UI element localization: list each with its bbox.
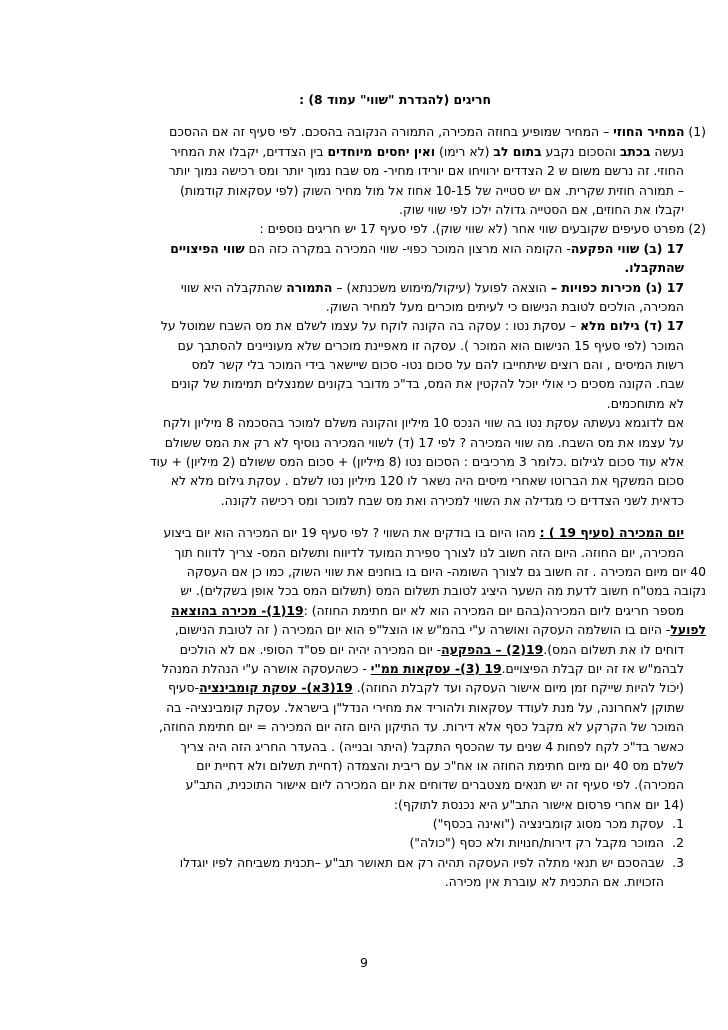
p2-item-d-line-4: שבח. הקונה מסכים כי אולי יוכל להקטין את המס, בד"כ מדובר בקונים שמנצלים תמימות של קונים (171, 376, 684, 392)
text-run: – עסקת נטו : עסקה בה הקונה לוקח על עצמו לשלם את מס השבח שמוטל על (160, 318, 581, 334)
bold-run: בכתב (619, 143, 651, 159)
p3-line-11: המוכר של הקרקע לא מקבל כסף אלא דירות. עד התיקון היום הזה יום המכירה = יום חתימת החוזה, (158, 719, 684, 735)
text-run: הוצאה לפועל (עיקול/מימוש משכנתא) – (332, 279, 551, 295)
bold-run: בתום לב (493, 143, 542, 159)
text-run: (יכול להיות שייקח זמן מיום אישור העסקה ועד לקבלת החוזה). (352, 680, 684, 696)
p2-item-d-line-2: המוכר (לפי סעיף 15 הנישום הוא המוכר ). עסקה זו מאפיינת מוכרים שלא מעוניינים להסתבך עם (177, 337, 684, 353)
list-item (102, 814, 706, 833)
p1-line-2 (102, 142, 706, 161)
list-text: עסקת מכר מסוג קומבינציה ("ואינה בכסף") (432, 816, 664, 832)
p2-item-g (102, 278, 706, 297)
text-run: לבהמ"ש אז זה יום קבלת הפיצויים. (501, 660, 684, 676)
bold-run: 19(2) – בהפקעה (441, 641, 544, 657)
p2-item-d-line-6: אם לדוגמא נעשתה עסקת נטו בה שווי הנכס 10 מיליון והקונה משלם למוכר בהסכמה 8 מיליון ולקח (163, 415, 684, 431)
p3-line-4: נקובה במט"ח חשוב לדעת מה השער היציג לטובת תשלום המס (תשלום המס בכל אופן בשקלים). יש (180, 583, 706, 599)
list-number: 1. (672, 816, 684, 832)
bold-run: שווי הפיצויים (170, 240, 245, 256)
p2-item-b-cont: שהתקבלו. (624, 260, 684, 276)
page-number: 9 (360, 955, 368, 970)
sale-day-title: יום המכירה (סעיף 19 ) : (539, 525, 684, 541)
p3-line-7 (102, 640, 706, 659)
p3-line-5 (102, 601, 706, 620)
bold-run: 19(1)- מכירה בהוצאה (171, 602, 304, 618)
p1-line-3: החוזי. זה נרשם משום ש 2 הצדדים ירוויחו אם יורידו מחיר- מס שבח נמוך יותר ומס רכישה נמוך יותר (168, 163, 684, 179)
p3-line-3: 40 יום מיום המכירה . זה חשוב גם לצורך השומה- היום בו בוחנים את שווי השוק, כמו כן אם העסקה (186, 563, 706, 579)
p1-line-5: יקבלו את החוזים, אם הסטייה גדולה ילכו לפי שווי שוק. (399, 201, 684, 217)
bold-run: התמורה (286, 279, 333, 295)
list-text: המוכר מקבל רק דירות/חנויות ולא כסף ("כולה") (409, 835, 664, 851)
list-item (102, 833, 706, 852)
p2-item-d-line-5: לא מתוחכמים. (606, 395, 684, 411)
p3-line-12: כאשר בד"כ לקח לפחות 4 שנים עד שהכסף התקבל (היתר ובנייה) . בהעדר החריג הזה היה צריך (180, 738, 684, 754)
list-number: 2. (672, 835, 684, 851)
p3-line-8 (102, 659, 706, 678)
bold-run: ואין יחסים מיוחדים (327, 143, 436, 159)
bold-run: 17 (ג) מכירות כפויות – (550, 279, 684, 295)
bold-run: 17 (ב) שווי הפקעה (570, 240, 684, 256)
bold-run: 19 (3)- עסקאות ממ"י (370, 660, 502, 676)
p3-line-2: המכירה, יום החוזה. היום הזה חשוב לנו לצורך ספירת המועד לדיווח ותשלום המס- צריך לדווח תוך (174, 544, 684, 560)
text-run: בין הצדדים, יקבלו את המחיר (170, 143, 328, 159)
p2-line-1: (2) מפרט סעיפים שקובעים שווי אחר (לא שווי שוק). לפי סעיף 17 יש חריגים נוספים : (259, 221, 706, 237)
text-run: (לא רימו) (435, 143, 494, 159)
list-item-continuation: הזכויות. אם התכנית לא עוברת אין מכירה. (444, 874, 664, 890)
text-run: דוחים לו את תשלום המס). (543, 641, 684, 657)
p3-line-6 (102, 620, 706, 639)
p1-line-4: – תמורה חוזית שקרית. אם יש סטייה של 10-15 אחוז אל מול מחיר השוק (לפי עסקאות קודמות) (180, 182, 684, 198)
p1-term: המחיר החוזי (613, 124, 685, 140)
text-run: והסכום נקבע (541, 143, 620, 159)
document-page (102, 90, 706, 892)
text-run: מהו היום בו בודקים את השווי ? לפי סעיף 19 יום המכירה הוא יום ביצוע (163, 525, 540, 541)
p3-line-10: שתוקן לאחרונה, על מנת לעודד עסקאות ולהוריד את מחירי הנדל"ן בישראל. עסקת קומבינציה- בה (166, 699, 684, 715)
p3-line-15: (14 יום אחרי פרסום אישור התב"ע היא נכנסת לתוקף): (393, 796, 684, 812)
p3-line-1 (102, 523, 706, 542)
bold-run: 17 (ד) גילום מלא (580, 318, 684, 334)
p3-line-13: לשלם מס 40 יום מיום חתימת החוזה או אח"כ עם ריבית והצמדה (דחיית תשלום ולא דחיית יום (196, 757, 684, 773)
text-run: - יום המכירה יהיה יום פס"ד הסופי. אם לא הולכים (179, 641, 442, 657)
p2-item-b (102, 239, 706, 258)
text-run: - היום בו הושלמה העסקה ואושרה ע"י בהמ"ש או הוצל"פ הוא יום המכירה ( זה לטובת הנישום, (174, 622, 671, 638)
section-heading: חריגים (להגדרת "שווי" עמוד 8) : (299, 92, 491, 107)
list-number: 3. (672, 854, 684, 870)
p2-item-d-line-9: סכום המשקף את הברוטו שאחרי מיסים היה נשאר לו 120 מיליון נטו לשלם . עסקת גילום מלא לא (170, 473, 684, 489)
text-run: -סעיף (168, 680, 200, 696)
p3-line-14: המכירה). לפי סעיף זה יש תנאים מצטברים שדוחים את יום המכירה ליום אישור התוכנית, התב"ע (185, 777, 684, 793)
p1-number: (1) (684, 124, 706, 140)
p1-text: – המחיר שמופיע בחוזה המכירה, התמורה הנקובה בהסכם. לפי סעיף זה אם ההסכם (169, 124, 614, 140)
bold-run: 19(3א)- עסקת קומבינציה (199, 680, 353, 696)
p2-item-d (102, 316, 706, 335)
p2-item-d-line-10: כדאית לשני הצדדים כי מגדילה את השווי למכירה ואת מס שבח למוכר ומס רכישה לקונה. (220, 492, 684, 508)
p2-item-d-line-7: על עצמו את מס השבח. מה שווי המכירה ? לפי 17 (ד) לשווי המכירה נוסיף לא רק את המס ששולם (164, 434, 684, 450)
text-run: - כשהעסקה אושרה ע"י הנהלת המנהל (161, 660, 371, 676)
text-run: מספר חריגים ליום המכירה(בהם יום המכירה הוא לא יום חתימת החוזה) : (303, 602, 684, 618)
bold-run: לפועל (670, 622, 706, 638)
list-item (102, 853, 706, 872)
text-run: נעשה (650, 143, 684, 159)
p2-item-g-cont: המכירה, הולכים לטובת הנישום כי לעיתים מוכרים מעל למחיר השוק. (325, 298, 684, 314)
spacer (102, 109, 706, 122)
spacer (102, 510, 706, 523)
text-run: - הקומה הוא מרצון המוכר כפוי- שווי המכירה במקרה כזה הם (244, 240, 571, 256)
p3-line-9 (102, 678, 706, 697)
p2-item-d-line-8: אלא עוד סכום לגילום .כלומר 3 מרכיבים : הסכום נטו (8 מיליון) + סכום המס ששולם (2 מיליון) + עוד (149, 454, 684, 470)
list-text: שבהסכם יש תנאי מתלה לפיו העסקה תהיה רק אם תאושר תב"ע –תכנית משביחה לפיו יוגדלו (179, 854, 664, 870)
text-run: שהתקבלה היא שווי (180, 279, 287, 295)
p2-item-d-line-3: רשות המיסים , והם רוצים שיתחייבו להם על סכום נטו- סכום שיישאר בידי המוכר בלי קשר למס (191, 357, 684, 373)
p1-line-1 (102, 122, 706, 141)
